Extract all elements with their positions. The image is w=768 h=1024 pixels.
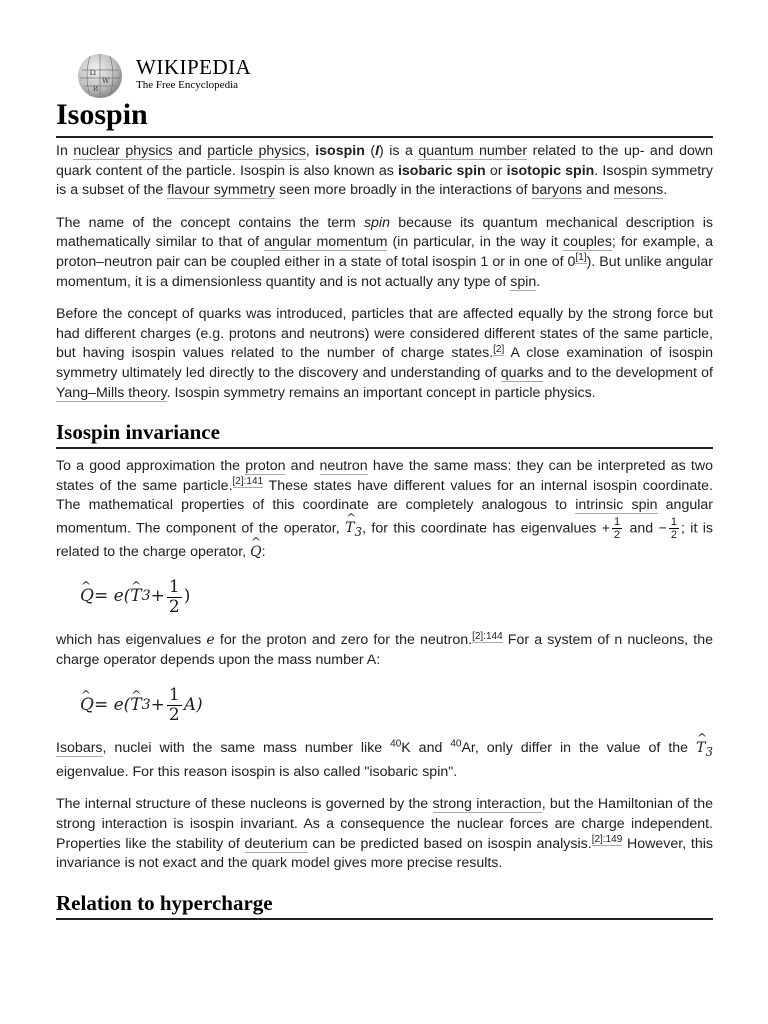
- link-proton[interactable]: proton: [245, 458, 286, 475]
- svg-text:И: И: [93, 86, 99, 93]
- link-strong-interaction[interactable]: strong interaction: [432, 796, 542, 813]
- link-intrinsic-spin[interactable]: intrinsic spin: [575, 497, 658, 514]
- equation-charge-operator: ^ Q = e( ^ T 3 + $\frac{1}{2}$ ): [80, 575, 713, 619]
- svg-text:W: W: [102, 77, 110, 85]
- invariance-paragraph-1: To a good approximation the proton and neutron have the same mass: they can be interpreted as two states of the same particle.$^{[2]:141}$ These states have different values for an internal isospin coordinate. The mathematical properties of this coordinate are completely analogous to intrinsic spin angular momentum. The component of the operator, ^ $T_3$, for this coordinate has eigenvalues + $\frac{1}{2}$ and − $\frac{1}{2}$ ; it is related to the charge operator, ^ Q:: [56, 457, 713, 562]
- ref-2-149[interactable]: [2]:149: [591, 833, 623, 845]
- link-particle-physics[interactable]: particle physics: [207, 143, 306, 159]
- link-baryons[interactable]: baryons: [531, 182, 582, 199]
- intro-paragraph-2: The name of the concept contains the term spin because its quantum mechanical description is mathematically similar to that of angular momentum (in particular, in the way it couples; for example, a proton–neutron pair can be coupled either in a state of total isospin 1 or in one of 0[1]). But unlike angular momentum, it is a dimensionless quantity and is not actually any type of spin.: [56, 214, 713, 290]
- link-quantum-number[interactable]: quantum number: [418, 143, 528, 159]
- link-deuterium[interactable]: deuterium: [244, 835, 308, 852]
- ref-2-144[interactable]: [2]:144: [472, 630, 503, 642]
- heading-isospin-invariance: Isospin invariance: [56, 419, 713, 449]
- link-nuclear-physics[interactable]: nuclear physics: [73, 143, 173, 159]
- brand[interactable]: [136, 56, 251, 92]
- ref-1[interactable]: [1]: [575, 252, 587, 264]
- link-isobars[interactable]: Isobars: [56, 740, 103, 757]
- equation-charge-operator-mass-number: ^ Q = e( ^ T 3 + $\frac{1}{2}$ A): [80, 683, 713, 727]
- link-flavour-symmetry[interactable]: flavour symmetry: [167, 182, 276, 199]
- article-body: [56, 142, 713, 928]
- invariance-paragraph-4: The internal structure of these nucleons is governed by the strong interaction, but the Hamiltonian of the strong interaction is isospin invariant. As a consequence the nuclear forces are charge independent. Properties like the stability of deuterium can be predicted based on isospin analysis.$^{[2]:149}$ However, this invariance is not exact and the quark model gives more precise results.: [56, 796, 713, 872]
- brand-name: WIKIPEDIA: [136, 55, 252, 79]
- brand-tagline: The Free Encyclopedia: [136, 79, 239, 91]
- invariance-paragraph-3: Isobars, nuclei with the same mass number like $^{40}$K and $^{40}$Ar, only differ in the value of the ^ $T_3$ eigenvalue. For this reason isospin is also called "isobaric spin".: [56, 739, 713, 782]
- link-quarks[interactable]: quarks: [500, 364, 544, 381]
- invariance-paragraph-2: which has eigenvalues e for the proton and zero for the neutron.$^{[2]:144}$ For a system of n nucleons, the charge operator depends upon the mass number A:: [56, 630, 713, 668]
- page-title: Isospin: [56, 96, 713, 138]
- link-angular-momentum[interactable]: angular momentum: [264, 234, 388, 251]
- link-neutron[interactable]: neutron: [319, 458, 368, 475]
- ref-2[interactable]: [2]: [493, 343, 505, 355]
- ref-2-141[interactable]: [2]:141: [232, 475, 264, 487]
- heading-relation-to-hypercharge: Relation to hypercharge: [56, 890, 713, 920]
- intro-paragraph-1: In nuclear physics and particle physics, isospin (I) is a quantum number related to the up- and down quark content of the particle. Isospin is also known as isobaric spin or isotopic spin. Isospin symmetry is a subset of the flavour symmetry seen more broadly in the interactions of baryons and mesons.: [56, 143, 713, 199]
- link-couples[interactable]: couples: [563, 234, 612, 251]
- wikipedia-globe-icon[interactable]: [74, 52, 126, 100]
- link-mesons[interactable]: mesons: [613, 182, 664, 199]
- intro-paragraph-3: Before the concept of quarks was introduced, particles that are affected equally by the strong force but had different charges (e.g. protons and neutrons) were considered different states of the same particle, but having isospin values related to the number of charge states.[2] A close examination of isospin symmetry ultimately led directly to the discovery and understanding of quarks and to the development of Yang–Mills theory. Isospin symmetry remains an important concept in particle physics.: [56, 306, 713, 401]
- svg-text:Ω: Ω: [90, 69, 96, 77]
- link-spin[interactable]: spin: [510, 273, 537, 290]
- link-yang-mills[interactable]: Yang–Mills theory: [56, 384, 167, 401]
